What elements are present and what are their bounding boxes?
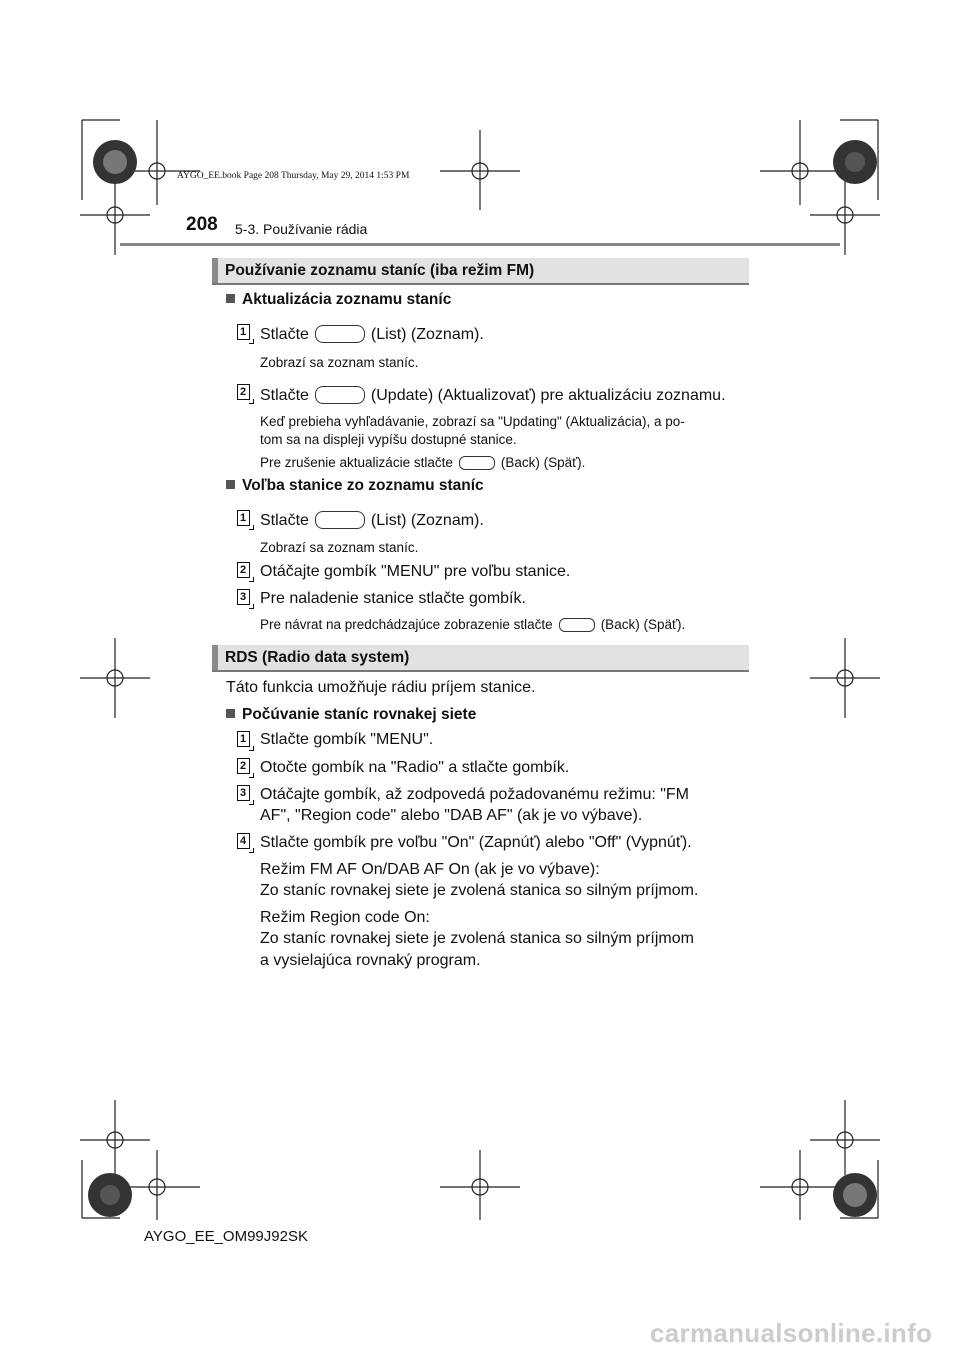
section-heading	[212, 645, 749, 672]
color-target-icon	[833, 140, 877, 184]
mode-text: a vysielajúca rovnaký program.	[260, 952, 481, 969]
mode-text: Zo staníc rovnakej siete je zvolená stanica so silným príjmom.	[260, 882, 699, 899]
footer-code: AYGO_EE_OM99J92SK	[144, 1228, 308, 1244]
step-text: Otočte gombík na "Radio" a stlačte gombík.	[260, 759, 570, 776]
crosshair-icon	[80, 1100, 150, 1175]
chapter-title: 5-3. Používanie rádia	[235, 221, 368, 237]
step-number-badge: 2	[237, 758, 250, 774]
crosshair-icon	[760, 120, 845, 205]
mode-text: Režim FM AF On/DAB AF On (ak je vo výbave):	[260, 861, 600, 878]
square-bullet-icon	[226, 480, 235, 489]
step-text: Stlačte gombík "MENU".	[260, 731, 434, 748]
crosshair-icon	[80, 638, 150, 718]
crosshair-icon	[440, 130, 520, 210]
step-text: AF", "Region code" alebo "DAB AF" (ak je vo výbave).	[260, 807, 643, 824]
color-target-icon	[88, 1173, 132, 1217]
crosshair-icon	[440, 1150, 520, 1220]
subsection-title: Aktualizácia zoznamu staníc	[242, 291, 452, 308]
step-text: Stlačte (List) (Zoznam).	[260, 512, 484, 529]
step-number-badge: 3	[237, 785, 250, 801]
square-bullet-icon	[226, 294, 235, 303]
color-target-icon	[833, 1173, 877, 1217]
crosshair-icon	[810, 638, 880, 718]
step-text: Otáčajte gombík, až zodpovedá požadovanému režimu: "FM	[260, 786, 690, 803]
book-info: AYGO_EE.book Page 208 Thursday, May 29, 2014 1:53 PM	[177, 171, 410, 181]
crosshair-icon	[760, 1150, 845, 1220]
step-text: Stlačte gombík pre voľbu "On" (Zapnúť) alebo "Off" (Vypnúť).	[260, 834, 692, 851]
section-title: RDS (Radio data system)	[225, 649, 410, 666]
subsection-heading	[226, 477, 484, 495]
step-number-badge: 4	[237, 833, 250, 849]
step-note: tom sa na displeji vypíšu dostupné stanice.	[260, 432, 517, 447]
square-bullet-icon	[226, 709, 235, 718]
back-button-icon	[459, 456, 495, 470]
subsection-heading	[226, 706, 476, 724]
step-number-badge: 1	[237, 510, 250, 526]
subsection-heading	[226, 291, 451, 309]
step-number-badge: 3	[237, 589, 250, 605]
step-note: Keď prebieha vyhľadávanie, zobrazí sa "Updating" (Aktualizácia), a po-	[260, 414, 685, 429]
subsection-title: Počúvanie staníc rovnakej siete	[242, 706, 477, 723]
step-note: Zobrazí sa zoznam staníc.	[260, 355, 419, 370]
mode-text: Zo staníc rovnakej siete je zvolená stanica so silným príjmom	[260, 930, 694, 947]
list-button-icon	[315, 511, 365, 529]
intro-text: Táto funkcia umožňuje rádiu príjem stanice.	[226, 679, 536, 696]
update-button-icon	[315, 386, 365, 404]
step-text: Otáčajte gombík "MENU" pre voľbu stanice.	[260, 563, 571, 580]
step-note: Pre zrušenie aktualizácie stlačte (Back) (Späť).	[260, 455, 586, 470]
section-title: Používanie zoznamu staníc (iba režim FM)	[225, 262, 535, 279]
subsection-title: Voľba stanice zo zoznamu staníc	[242, 477, 484, 494]
header-rule	[120, 243, 840, 246]
color-target-icon	[93, 140, 137, 184]
section-heading	[212, 258, 749, 285]
mode-text: Režim Region code On:	[260, 909, 430, 926]
list-button-icon	[315, 325, 365, 343]
step-number-badge: 1	[237, 324, 250, 340]
step-note: Zobrazí sa zoznam staníc.	[260, 540, 419, 555]
step-text: Stlačte (Update) (Aktualizovať) pre aktualizáciu zoznamu.	[260, 387, 726, 404]
step-note: Pre návrat na predchádzajúce zobrazenie stlačte (Back) (Späť).	[260, 617, 686, 632]
step-text: Stlačte (List) (Zoznam).	[260, 326, 484, 343]
step-number-badge: 1	[237, 731, 250, 747]
step-number-badge: 2	[237, 384, 250, 400]
crosshair-icon	[810, 1100, 880, 1175]
page-number: 208	[186, 214, 218, 235]
back-button-icon	[559, 618, 595, 632]
step-number-badge: 2	[237, 562, 250, 578]
step-text: Pre naladenie stanice stlačte gombík.	[260, 590, 526, 607]
watermark: carmanualsonline.info	[650, 1318, 933, 1348]
